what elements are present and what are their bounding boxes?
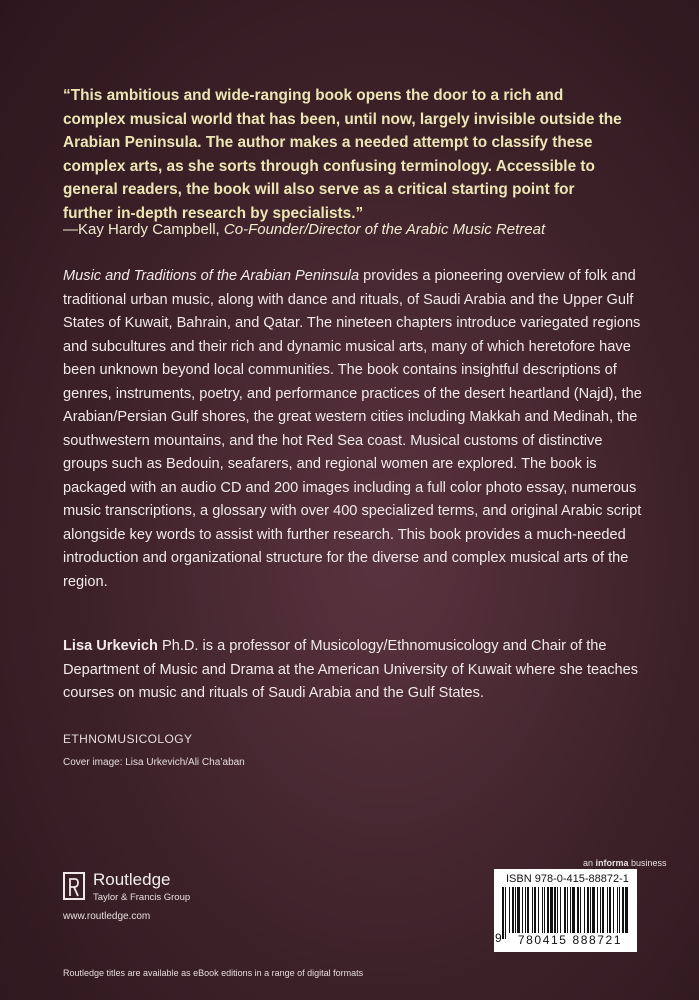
barcode-bar	[557, 887, 558, 939]
barcode-bar	[515, 887, 516, 939]
barcode-bar	[580, 887, 581, 939]
book-title: Music and Traditions of the Arabian Peninsula	[63, 268, 360, 284]
barcode-bar	[538, 887, 539, 939]
barcode-bar	[550, 887, 553, 939]
description-body: provides a pioneering overview of folk and traditional urban music, along with dance and rituals, of Saudi Arabia and the Upper Gulf States of Kuwait, Bahrain, and Qatar. The nineteen chapters introduce variegated regions and subcultures and their rich and dynamic musical arts, many of which heretofore have been unknown beyond local communities. The book contains insightful descriptions of genres, instruments, poetry, and performance practices of the desert heartland (Najd), the Arabian/Persian Gulf shores, the great western cities including Makkah and Medinah, the southwestern mountains, and the hot Red Sea coast. Musical customs of distinctive groups such as Bedouin, seafarers, and regional women are explored. The book is packaged with an audio CD and 200 images including a full color photo essay, numerous music transcriptions, a glossary with over 400 specialized terms, and original Arabic script alongside key words to assist with further research. This book provides a much-needed introduction and organizational structure for the diverse and complex musical arts of the region.	[63, 268, 642, 590]
isbn-barcode	[494, 869, 637, 952]
barcode-bar	[619, 887, 620, 939]
barcode-bar	[597, 887, 598, 939]
barcode-bar	[587, 887, 589, 939]
endorsement-author-role: Co-Founder/Director of the Arabic Music Retreat	[223, 221, 546, 238]
barcode-bar	[613, 887, 614, 939]
barcode-bar	[542, 887, 543, 939]
barcode-bar	[527, 887, 529, 939]
barcode-bar	[607, 887, 608, 939]
isbn-number: ISBN 978-0-415-88872-1	[506, 873, 629, 885]
endorsement-attribution	[63, 219, 663, 241]
barcode-bar	[584, 887, 585, 939]
barcode-bar	[517, 887, 520, 939]
barcode-bar	[609, 887, 611, 939]
author-name: Lisa Urkevich	[63, 638, 158, 654]
endorsement-author: —Kay Hardy Campbell,	[63, 221, 220, 238]
barcode-bar	[622, 887, 624, 939]
bio-body: Ph.D. is a professor of Musicology/Ethnomusicology and Chair of the Department of Music and Drama at the American University of Kuwait where she teaches courses on music and rituals of Saudi Arabia and the Gulf States.	[63, 638, 639, 701]
ebook-note: Routledge titles are available as eBook editions in a range of digital formats	[63, 968, 364, 978]
informa-prefix: an	[583, 858, 596, 868]
barcode-bar	[560, 887, 561, 939]
barcode-bar	[509, 887, 510, 939]
barcode-bar	[592, 887, 595, 939]
informa-brand: informa	[595, 858, 629, 868]
endorsement-quote: “This ambitious and wide-ranging book opens the door to a rich and complex musical world that has been, until now, largely invisible outside the Arabian Peninsula. The author makes a needed attempt to classify these complex arts, as she sorts through confusing terminology. Accessible to general readers, the book will also serve as a critical starting point for further in-depth research by specialists.”	[63, 87, 622, 222]
barcode-bar	[505, 887, 506, 939]
publisher-name: Routledge	[93, 870, 171, 889]
barcode-bar	[532, 887, 533, 939]
barcode-bar	[534, 887, 536, 939]
barcode-bar	[544, 887, 545, 939]
routledge-logo-icon	[63, 872, 85, 900]
book-description	[63, 265, 643, 594]
barcode-bar	[572, 887, 575, 939]
informa-business-label	[583, 858, 667, 868]
barcode-bar	[522, 887, 523, 939]
barcode-bar	[567, 887, 568, 939]
barcode-bar	[554, 887, 556, 939]
barcode-bars	[502, 887, 630, 939]
publisher-group: Taylor & Francis Group	[93, 892, 191, 903]
informa-suffix: business	[628, 858, 667, 868]
barcode-bar	[564, 887, 566, 939]
barcode-bar	[512, 887, 514, 939]
publisher-url[interactable]: www.routledge.com	[63, 911, 151, 922]
barcode-bar	[590, 887, 591, 939]
barcode-bar	[617, 887, 618, 939]
barcode-bar	[502, 887, 504, 939]
barcode-digits: 780415 888721	[506, 933, 634, 947]
barcode-bar	[602, 887, 604, 939]
barcode-bar	[525, 887, 526, 939]
barcode-bar	[547, 887, 549, 939]
barcode-bar	[600, 887, 601, 939]
barcode-bar	[570, 887, 571, 939]
author-bio	[63, 635, 643, 706]
cover-credit: Cover image: Lisa Urkevich/Ali Cha’aban	[63, 757, 245, 768]
barcode-first-digit: 9	[495, 931, 502, 945]
subject-category: ETHNOMUSICOLOGY	[63, 732, 193, 746]
barcode-bar	[625, 887, 628, 939]
barcode-bar	[577, 887, 579, 939]
